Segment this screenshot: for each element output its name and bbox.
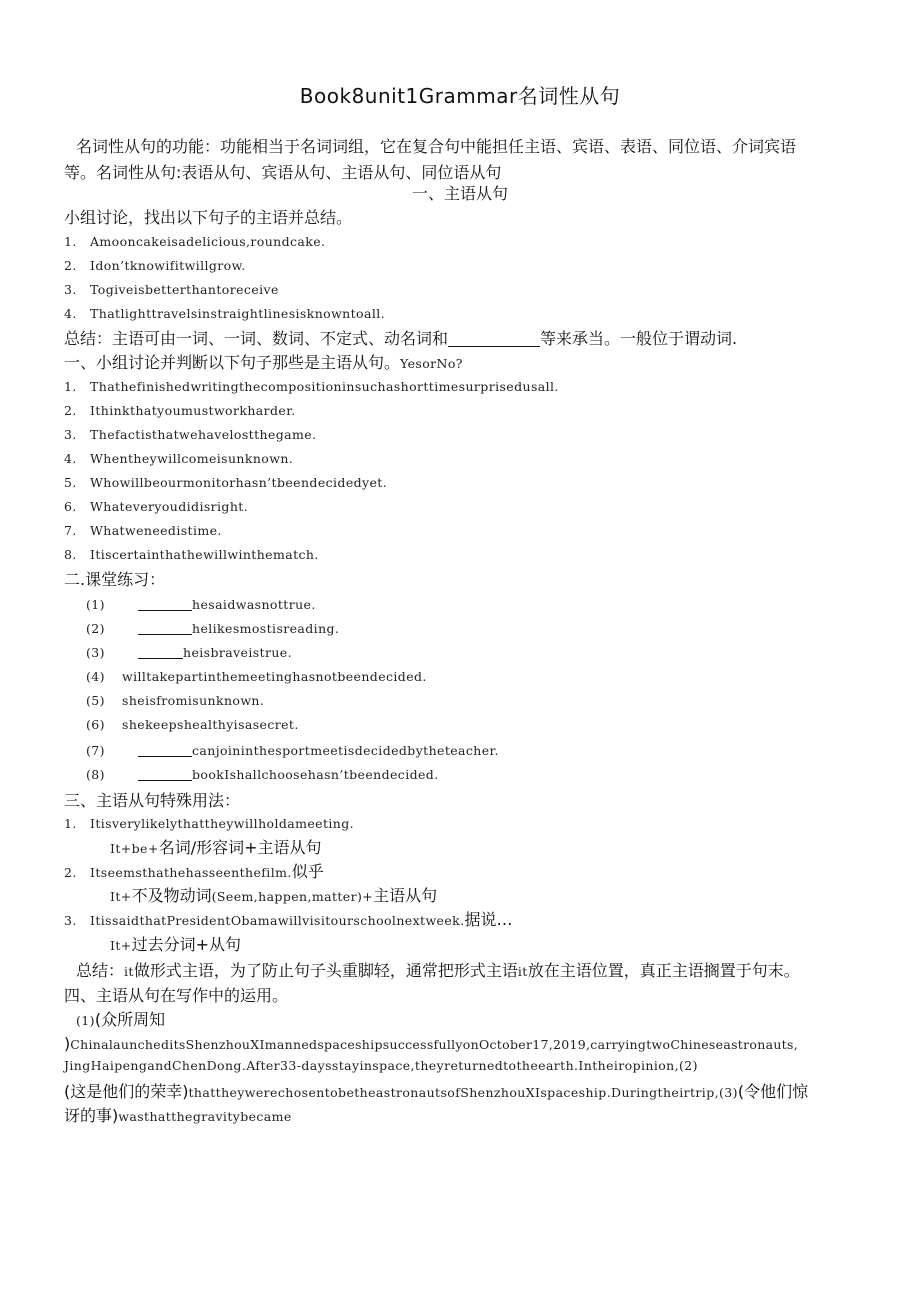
- special-heading: 三、主语从句特殊用法：: [64, 791, 241, 810]
- list-item: (5) sheisfromisunknown.: [86, 693, 265, 708]
- list-item: 3. ItissaidthatPresidentObamawillvisitourschoolnextweek.据说…: [64, 910, 513, 929]
- list-item: 1. Amooncakeisadelicious,roundcake.: [64, 234, 326, 249]
- list-item: (8) bookIshallchoosehasn’tbeendecided.: [86, 767, 439, 782]
- passage-line: JingHaipengandChenDong.After33-daysstayinspace,theyreturnedtotheearth.Intheiropinion,(2): [64, 1058, 698, 1073]
- fill-blank[interactable]: [138, 742, 192, 757]
- practice-heading: 二.课堂练习：: [64, 570, 166, 589]
- list-item: 4. Thatlighttravelsinstraightlinesisknowntoall.: [64, 306, 385, 321]
- pattern-line: It+不及物动词(Seem,happen,matter)+主语从句: [110, 886, 438, 905]
- pattern-line: It+过去分词+从句: [110, 935, 242, 954]
- intro-paragraph: [64, 134, 854, 186]
- page-title: Book8unit1Grammar名词性从句: [299, 84, 621, 108]
- intro-line-2: 等。名词性从句:表语从句、宾语从句、主语从句、同位语从句: [64, 163, 502, 182]
- list-item: (3) heisbraveistrue.: [86, 645, 292, 660]
- task2: 一、小组讨论并判断以下句子那些是主语从句。YesorNo?: [64, 353, 463, 372]
- summary1: 总结：主语可由一词、一词、数词、不定式、动名词和 等来承当。一般位于谓动词.: [64, 329, 738, 348]
- task1-text: 小组讨论，找出以下句子的主语并总结。: [64, 208, 353, 227]
- passage-line: (这是他们的荣幸)thattheywerechosentobetheastronautsofShenzhouXIspaceship.Duringtheirtrip,(3)(令他们惊: [64, 1082, 809, 1101]
- fill-blank[interactable]: [138, 766, 192, 781]
- fill-blank[interactable]: [138, 644, 183, 659]
- list-item: 7. Whatweneedistime.: [64, 523, 222, 538]
- section1-heading: 一、主语从句: [411, 184, 508, 203]
- passage-line: 讶的事)wasthatthegravitybecame: [64, 1106, 292, 1125]
- writing-heading: 四、主语从句在写作中的运用。: [64, 986, 289, 1005]
- list-item: 6. Whateveryoudidisright.: [64, 499, 249, 514]
- list-item: (2) helikesmostisreading.: [86, 621, 340, 636]
- passage-line: )ChinalauncheditsShenzhouXImannedspaceshipsuccessfullyonOctober17,2019,carryingtwoChineseastronauts,: [64, 1034, 798, 1053]
- list-item: 4. Whentheywillcomeisunknown.: [64, 451, 294, 466]
- list-item: 1. Thathefinishedwritingthecompositioninsuchashorttimesurprisedusall.: [64, 379, 559, 394]
- list-item: 2. Itseemsthathehasseenthefilm.似乎: [64, 862, 324, 881]
- list-item: (4) willtakepartinthemeetinghasnotbeendecided.: [86, 669, 427, 684]
- summary2: 总结：it做形式主语，为了防止句子头重脚轻，通常把形式主语it放在主语位置，真正主语搁置于句末。: [76, 961, 800, 980]
- list-item: 2. Ithinkthatyoumustworkharder.: [64, 403, 296, 418]
- list-item: (1) hesaidwasnottrue.: [86, 597, 316, 612]
- list-item: 2. Idon’tknowifitwillgrow.: [64, 258, 246, 273]
- list-item: 8. Itiscertainthathewillwinthematch.: [64, 547, 319, 562]
- fill-blank[interactable]: [448, 330, 540, 347]
- passage-line: (1)(众所周知: [76, 1010, 166, 1029]
- fill-blank[interactable]: [138, 596, 192, 611]
- list-item: 3. Thefactisthatwehavelostthegame.: [64, 427, 317, 442]
- list-item: 3. Togiveisbetterthantoreceive: [64, 282, 279, 297]
- list-item: 1. Itisverylikelythattheywillholdameeting.: [64, 816, 354, 831]
- list-item: (6) shekeepshealthyisasecret.: [86, 717, 299, 732]
- list-item: 5. Whowillbeourmonitorhasn’tbeendecidedyet.: [64, 475, 388, 490]
- pattern-line: It+be+名词/形容词+主语从句: [110, 838, 322, 857]
- fill-blank[interactable]: [138, 620, 192, 635]
- list-item: (7) canjoininthesportmeetisdecidedbytheteacher.: [86, 743, 499, 758]
- intro-line-1: 名词性从句的功能：功能相当于名词词组，它在复合句中能担任主语、宾语、表语、同位语、介词宾语: [76, 137, 797, 156]
